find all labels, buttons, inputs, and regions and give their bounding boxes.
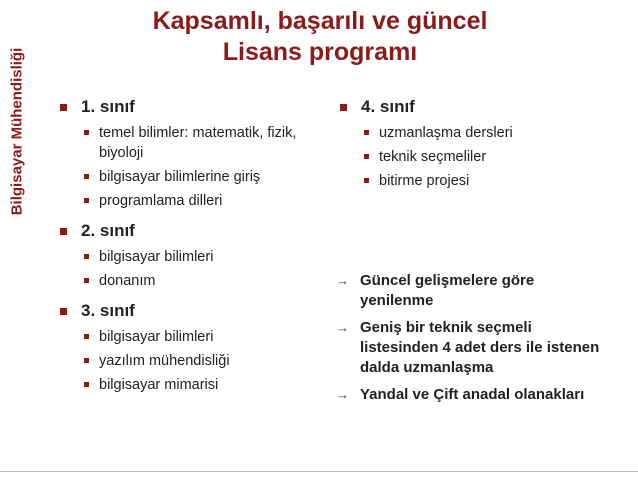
year-2-list xyxy=(56,247,326,291)
list-item-text: bilgisayar mimarisi xyxy=(99,377,219,393)
highlight-text: Geniş bir teknik seçmeli listesinden 4 adet ders ile istenen dalda uzmanlaşma xyxy=(360,319,600,376)
list-item xyxy=(84,167,326,187)
square-bullet-icon xyxy=(60,104,67,111)
list-item-text: donanım xyxy=(99,273,156,289)
year-1-label: 1. sınıf xyxy=(81,97,135,116)
year-4-list xyxy=(336,123,596,191)
arrow-right-icon: → xyxy=(336,320,349,335)
highlight-text: Güncel gelişmelere göre yenilenme xyxy=(360,272,535,309)
bottom-divider xyxy=(0,471,638,472)
list-item xyxy=(84,375,326,395)
year-3-heading xyxy=(56,300,326,322)
list-item-text: teknik seçmeliler xyxy=(379,149,487,165)
highlight-text: Yandal ve Çift anadal olanakları xyxy=(360,386,585,403)
year-1-list xyxy=(56,123,326,211)
bullet-icon xyxy=(364,154,369,159)
list-item-text: bilgisayar bilimlerine giriş xyxy=(99,169,261,185)
year-1-heading xyxy=(56,96,326,118)
list-item-text: programlama dilleri xyxy=(99,193,223,209)
vertical-department-label xyxy=(2,0,32,262)
bullet-icon xyxy=(364,178,369,183)
list-item xyxy=(84,247,326,267)
page-title xyxy=(120,6,520,68)
bullet-icon xyxy=(84,334,89,339)
title-line-2: Lisans programı xyxy=(222,38,418,66)
department-label-text: Bilgisayar Mühendisliği xyxy=(8,47,26,215)
bullet-icon xyxy=(84,254,89,259)
list-item xyxy=(84,271,326,291)
list-item xyxy=(84,191,326,211)
year-3-label: 3. sınıf xyxy=(81,301,135,320)
list-item xyxy=(364,147,596,167)
bullet-icon xyxy=(84,382,89,387)
left-column xyxy=(56,96,326,404)
list-item xyxy=(364,123,596,143)
square-bullet-icon xyxy=(60,228,67,235)
year-2-label: 2. sınıf xyxy=(81,221,135,240)
list-item xyxy=(84,327,326,347)
arrow-right-icon: → xyxy=(336,387,349,402)
right-column xyxy=(336,96,596,200)
year-4-heading xyxy=(336,96,596,118)
bullet-icon xyxy=(84,278,89,283)
list-item xyxy=(84,351,326,371)
bullet-icon xyxy=(84,198,89,203)
year-4-label: 4. sınıf xyxy=(361,97,415,116)
list-item-text: bilgisayar bilimleri xyxy=(99,329,214,345)
arrow-right-icon: → xyxy=(336,273,349,288)
list-item-text: bilgisayar bilimleri xyxy=(99,249,214,265)
bullet-icon xyxy=(84,174,89,179)
list-item xyxy=(364,171,596,191)
list-item-text: temel bilimler: matematik, fizik, biyoloji xyxy=(99,125,297,161)
highlight-item xyxy=(336,385,606,405)
list-item xyxy=(84,123,326,163)
bullet-icon xyxy=(84,358,89,363)
list-item-text: uzmanlaşma dersleri xyxy=(379,125,513,141)
highlight-item xyxy=(336,271,606,311)
title-line-1: Kapsamlı, başarılı ve güncel xyxy=(152,7,488,35)
bullet-icon xyxy=(364,130,369,135)
highlight-item xyxy=(336,318,606,378)
year-3-list xyxy=(56,327,326,395)
square-bullet-icon xyxy=(340,104,347,111)
list-item-text: bitirme projesi xyxy=(379,173,470,189)
list-item-text: yazılım mühendisliği xyxy=(99,353,230,369)
square-bullet-icon xyxy=(60,308,67,315)
highlights-list xyxy=(336,271,606,412)
bullet-icon xyxy=(84,130,89,135)
year-2-heading xyxy=(56,220,326,242)
